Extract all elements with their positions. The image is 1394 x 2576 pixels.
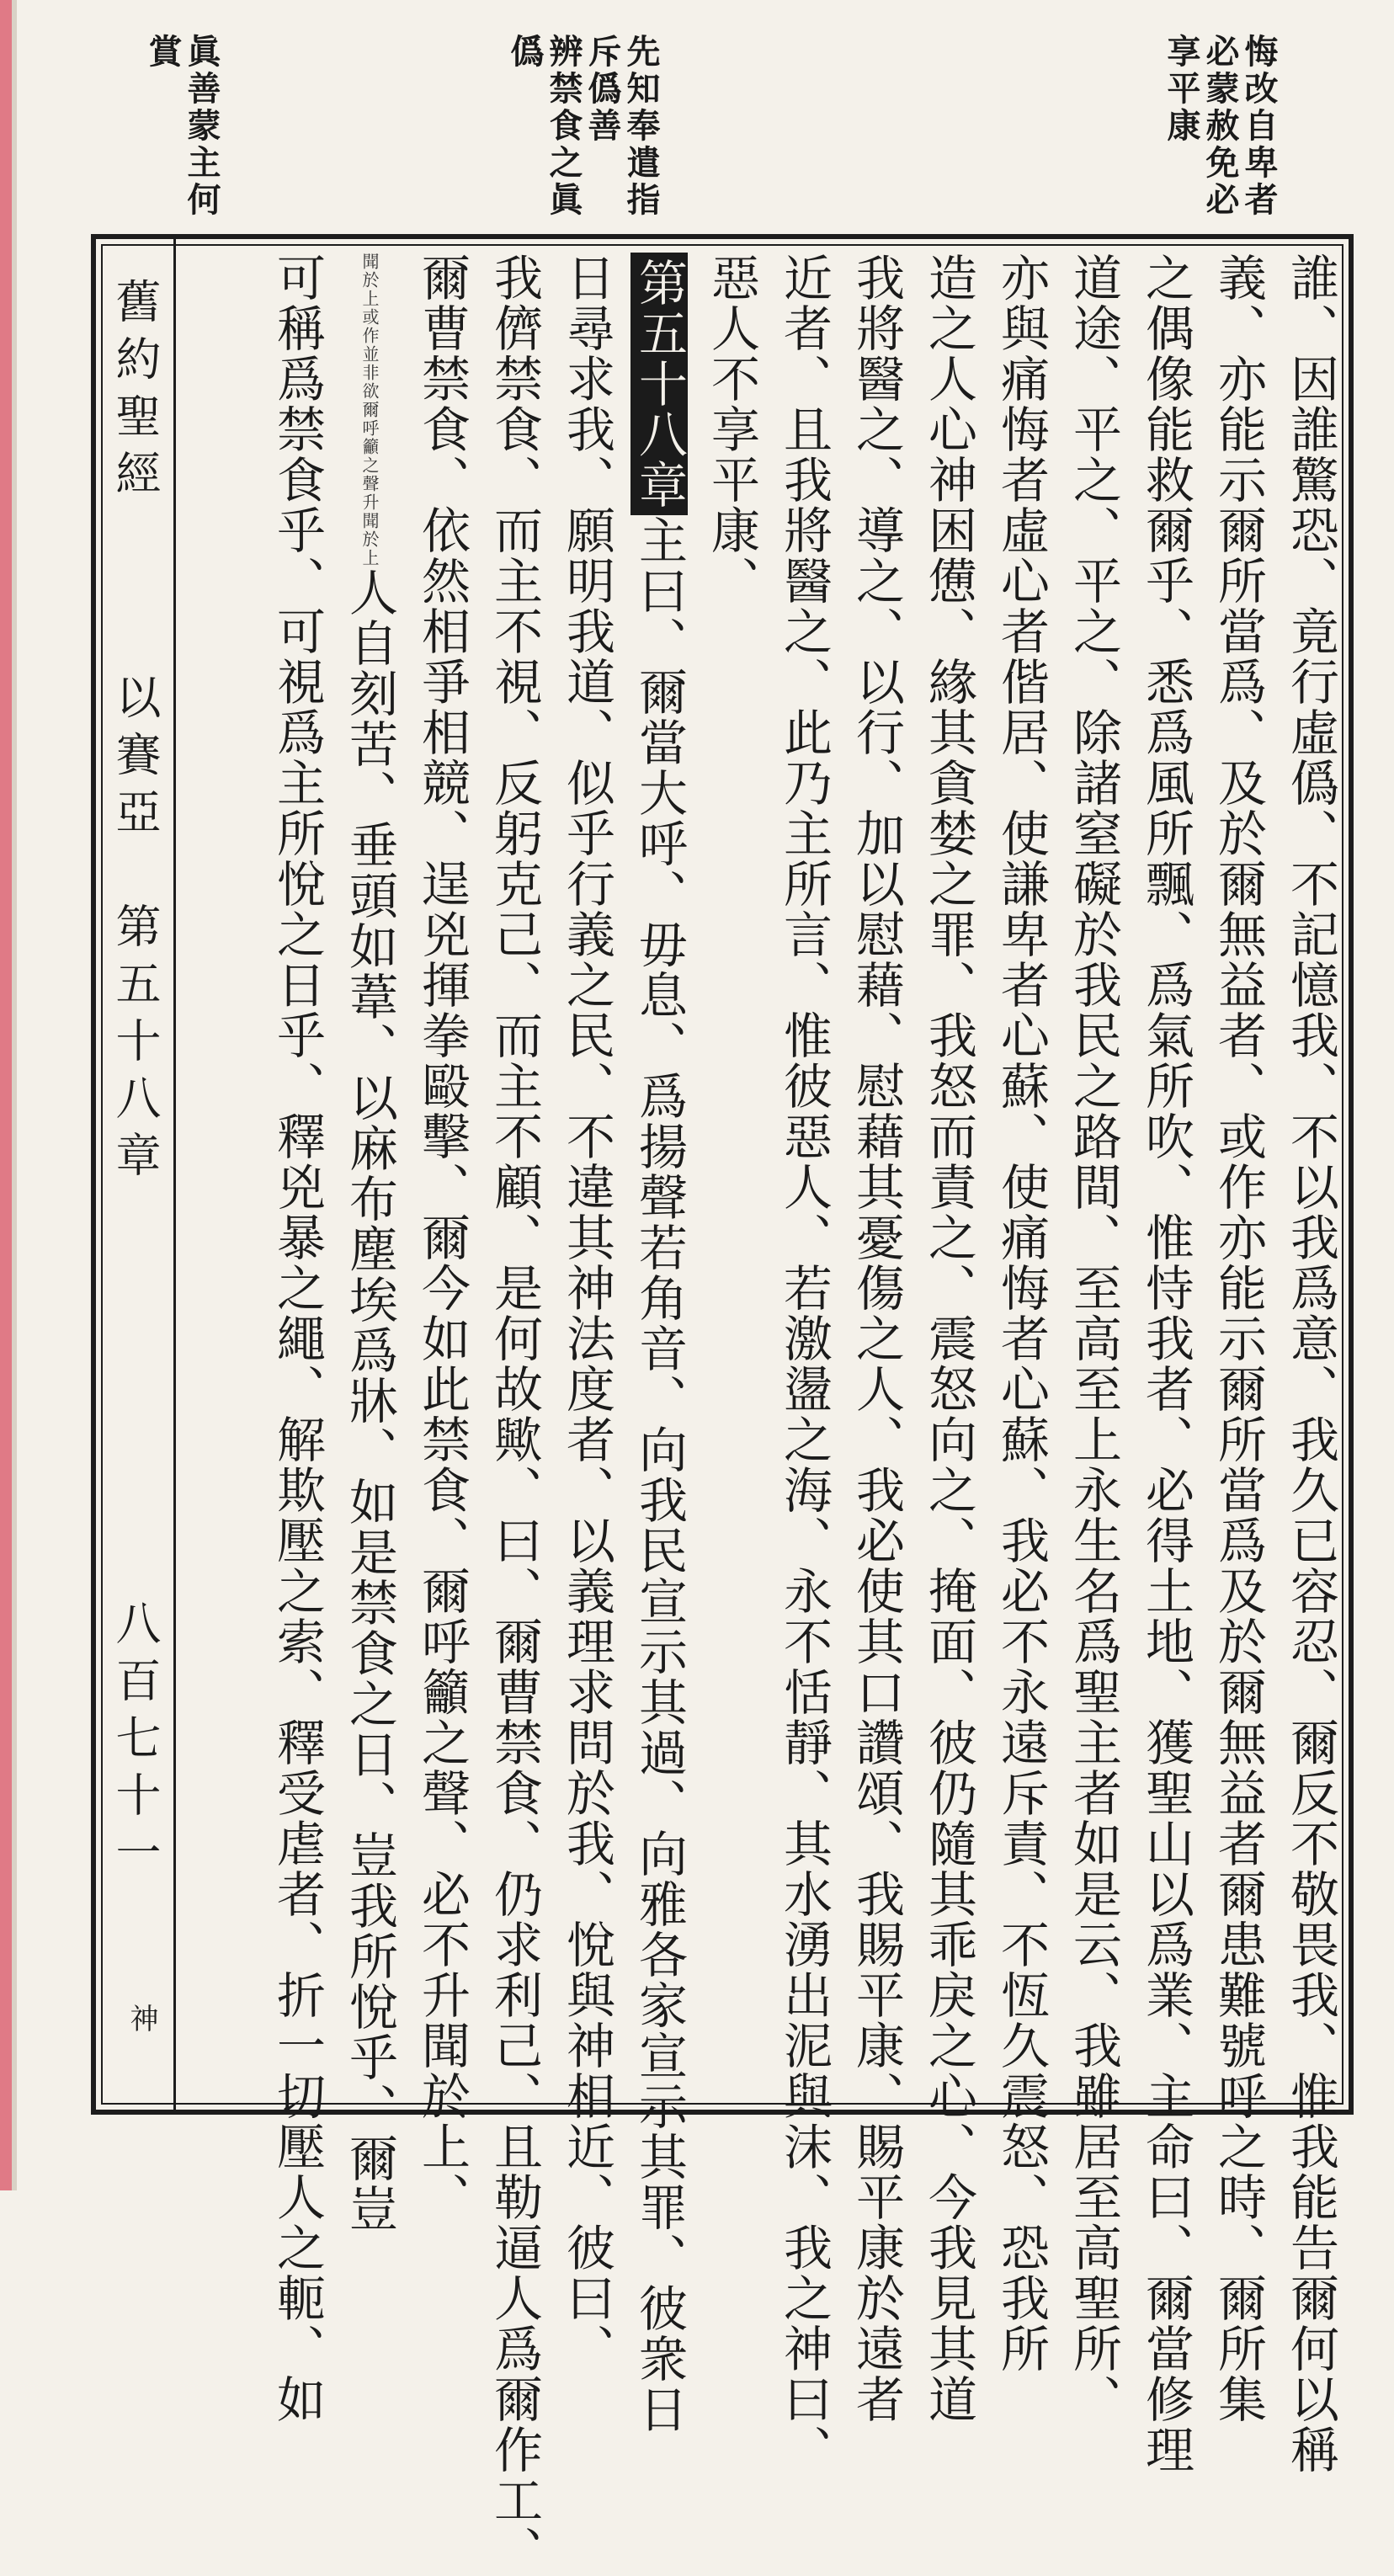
text-line: 近者、且我將醫之、此乃主所言、惟彼惡人、若激盪之海、永不恬靜、其水湧出泥與沫、我之神曰、 (775, 253, 833, 2475)
page-gutter (12, 0, 17, 2190)
annotated-line (333, 253, 406, 2234)
text-line: 惡人不享平康、 (703, 253, 760, 606)
headnote-fasting (505, 34, 660, 219)
page-number: 八百七十一 (109, 1599, 162, 1886)
chapter-label: 第五十八章 (630, 253, 688, 515)
text-line: 道途、平之、平之、除諸窒礙於我民之路間、至高至上永生名爲聖主者如是云、我雖居至高聖所、 (1065, 253, 1122, 2424)
headnote-repentance (1162, 34, 1278, 219)
text-line: 我將醫之、導之、以行、加以慰藉、慰藉其憂傷之人、我必使其口讚頌、我賜平康、賜平康於遠者 (848, 253, 905, 2424)
text-line: 我儕禁食、而主不視、反躬克己、而主不顧、是何故歟、曰、爾曹禁食、仍求利己、且勒逼人爲爾作工、 (486, 253, 543, 2576)
headnote-reward (143, 34, 221, 219)
book-chapter (109, 673, 160, 1189)
text-line: 亦與痛悔者虛心者偕居、使謙卑者心蘇、使痛悔者心蘇、我必不永遠斥責、不恆久震怒、恐我所 (992, 253, 1050, 2374)
text-line: 人自刻苦、垂頭如葦、以麻布塵埃爲牀、如是禁食之日、豈我所悅乎、爾豈 (341, 567, 398, 2234)
headnote-line: 僞 (505, 34, 545, 71)
footnote: 呼籲之聲升聞於上 (359, 419, 380, 567)
text-line: 日尋求我、願明我道、似乎行義之民、不違其神法度者、以義理求問於我、悅與神相近、彼曰、 (558, 253, 615, 2374)
footnote: 聞於上或作並非欲爾 (359, 253, 380, 419)
chapter-number: 第五十八章 (109, 902, 162, 1189)
headnote-line: 賞 (143, 34, 183, 71)
headnote-line: 悔改自卑者 (1239, 34, 1279, 219)
page-edge-left (0, 0, 12, 2190)
headnote-line: 必蒙赦免必 (1200, 34, 1240, 219)
text-line: 誰、因誰驚恐、竟行虛僞、不記憶我、不以我爲意、我久已容忍、爾反不敬畏我、惟我能告爾何以稱 (1282, 253, 1339, 2475)
text-line: 義、亦能示爾所當爲、及於爾無益者、或作亦能示爾所當爲及於爾無益者爾患難號呼之時、爾所集 (1210, 253, 1267, 2424)
headnote-line: 先知奉遣指 (621, 34, 661, 219)
text-line: 之偶像能救爾乎、悉爲風所飄、爲氣所吹、惟恃我者、必得土地、獲聖山以爲業、主命曰、爾當修理 (1137, 253, 1194, 2475)
headnote-line: 斥僞善 (583, 34, 622, 145)
signature-mark: 神 (125, 2004, 158, 2032)
text-line: 主曰、爾當大呼、毋息、爲揚聲若角音、向我民宣示其過、向雅各家宣示其罪、彼衆日 (630, 515, 688, 2435)
text-line: 造之人心神困憊、緣其貪婪之罪、我怒而責之、震怒向之、掩面、彼仍隨其乖戾之心、今我見其道 (920, 253, 977, 2424)
headnote-line: 眞善蒙主何 (182, 34, 221, 219)
book-title: 舊約聖經 (109, 278, 162, 507)
text-line: 爾曹禁食、依然相爭相競、逞兇揮拳毆擊、爾今如此禁食、爾呼籲之聲、必不升聞於上、 (413, 253, 471, 2222)
text-line: 可稱爲禁食乎、可視爲主所悅之日乎、釋兇暴之繩、解欺壓之索、釋受虐者、折一切壓人之軛、如 (269, 253, 326, 2424)
headnote-line: 享平康 (1162, 34, 1201, 145)
scripture-body (185, 253, 1347, 2576)
headnote-line: 辨禁食之眞 (544, 34, 583, 219)
chapter-heading-line (623, 253, 695, 2435)
book-name: 以賽亞 (109, 673, 162, 845)
